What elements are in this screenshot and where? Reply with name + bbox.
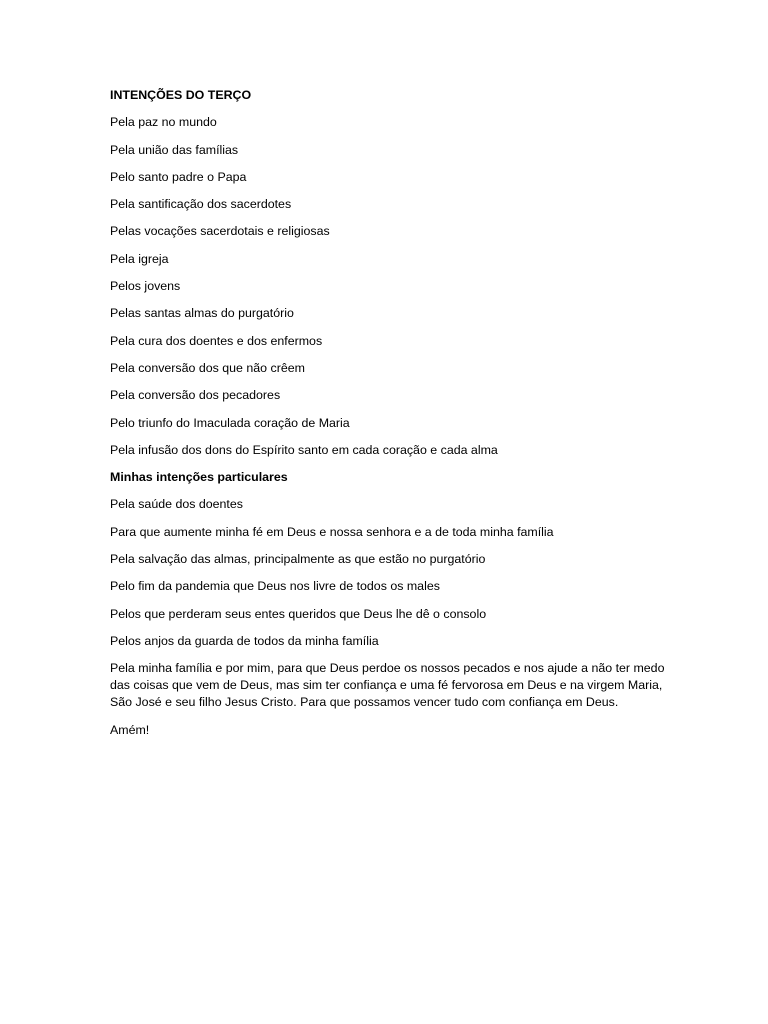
particular-intentions-heading: Minhas intenções particulares (110, 470, 288, 485)
intention-item: Pela cura dos doentes e dos enfermos (110, 333, 323, 348)
closing-amen: Amém! (110, 722, 150, 737)
intention-item: Pela conversão dos que não crêem (110, 360, 305, 375)
particular-intention-item: Pelo fim da pandemia que Deus nos livre de todos os males (110, 579, 440, 594)
particular-intention-item: Pela salvação das almas, principalmente as que estão no purgatório (110, 552, 486, 567)
intention-item: Pelos jovens (110, 279, 181, 294)
particular-intention-item: Para que aumente minha fé em Deus e nossa senhora e a de toda minha família (110, 524, 554, 539)
particular-intention-item: Pelos que perderam seus entes queridos que Deus lhe dê o consolo (110, 606, 487, 621)
intention-item: Pelas vocações sacerdotais e religiosas (110, 224, 330, 239)
intention-item: Pelo triunfo do Imaculada coração de Maria (110, 415, 350, 430)
intention-item: Pela igreja (110, 251, 169, 266)
intention-item: Pela infusão dos dons do Espírito santo em cada coração e cada alma (110, 442, 498, 457)
final-prayer-paragraph: Pela minha família e por mim, para que Deus perdoe os nossos pecados e nos ajude a não ter medo das coisas que vem de Deus, mas sim ter confiança e uma fé fervorosa em Deus e na virgem Maria, São José e seu filho Jesus Cristo. Para que possamos vencer tudo com confiança em Deus. (110, 661, 665, 710)
intention-item: Pelas santas almas do purgatório (110, 306, 294, 321)
intention-item: Pela paz no mundo (110, 115, 217, 130)
document-title: INTENÇÕES DO TERÇO (110, 88, 252, 102)
intention-item: Pelo santo padre o Papa (110, 169, 247, 184)
particular-intention-item: Pela saúde dos doentes (110, 497, 243, 512)
intention-item: Pela conversão dos pecadores (110, 388, 281, 403)
document-body (110, 87, 670, 749)
particular-intention-item: Pelos anjos da guarda de todos da minha família (110, 633, 379, 648)
intention-item: Pela união das famílias (110, 142, 239, 157)
intention-item: Pela santificação dos sacerdotes (110, 197, 292, 212)
